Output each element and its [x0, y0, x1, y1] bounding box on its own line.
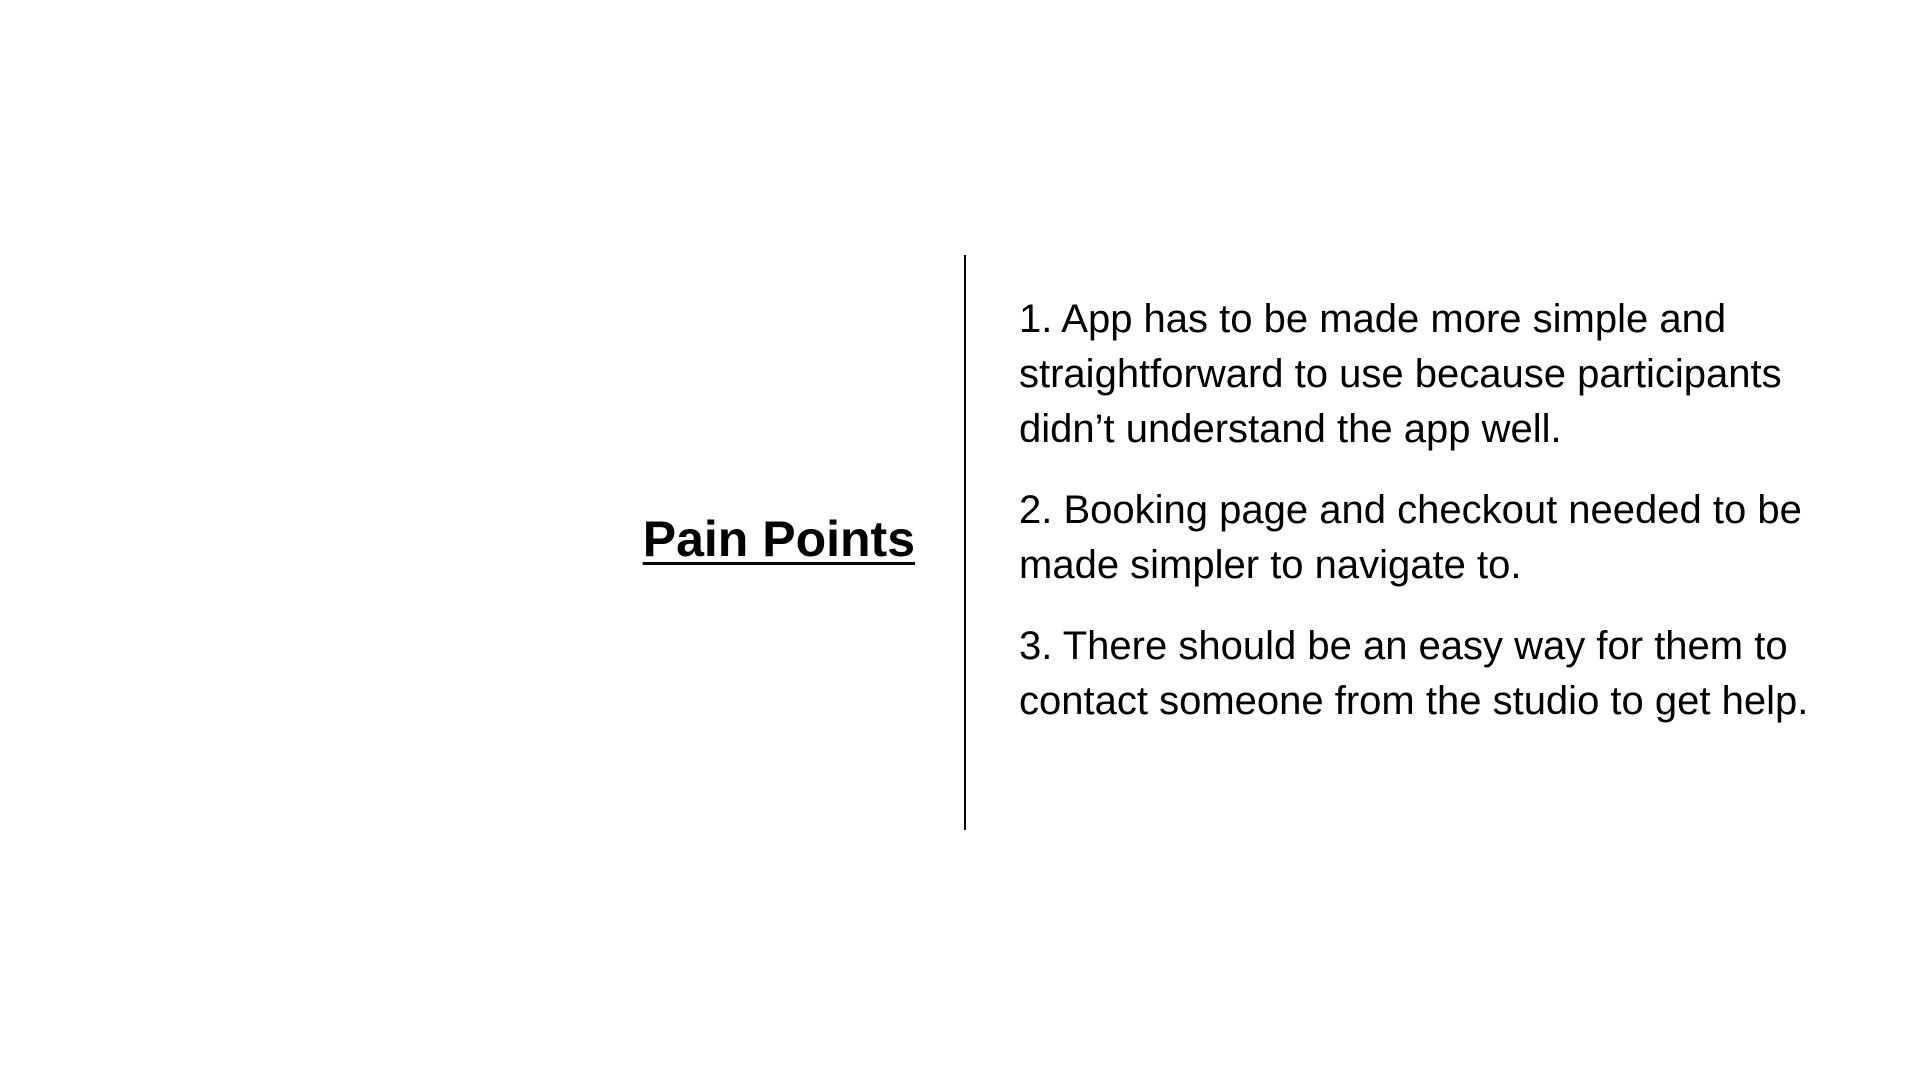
- vertical-divider: [964, 255, 966, 830]
- slide-title: Pain Points: [642, 511, 915, 567]
- pain-point-item: 3. There should be an easy way for them to contact someone from the studio to get help.: [1019, 624, 1809, 723]
- pain-point-item: 1. App has to be made more simple and straightforward to use because participants didn’t understand the app well.: [1019, 297, 1782, 451]
- pain-point-item: 2. Booking page and checkout needed to be made simpler to navigate to.: [1019, 488, 1802, 587]
- pain-points-list: [1019, 292, 1859, 755]
